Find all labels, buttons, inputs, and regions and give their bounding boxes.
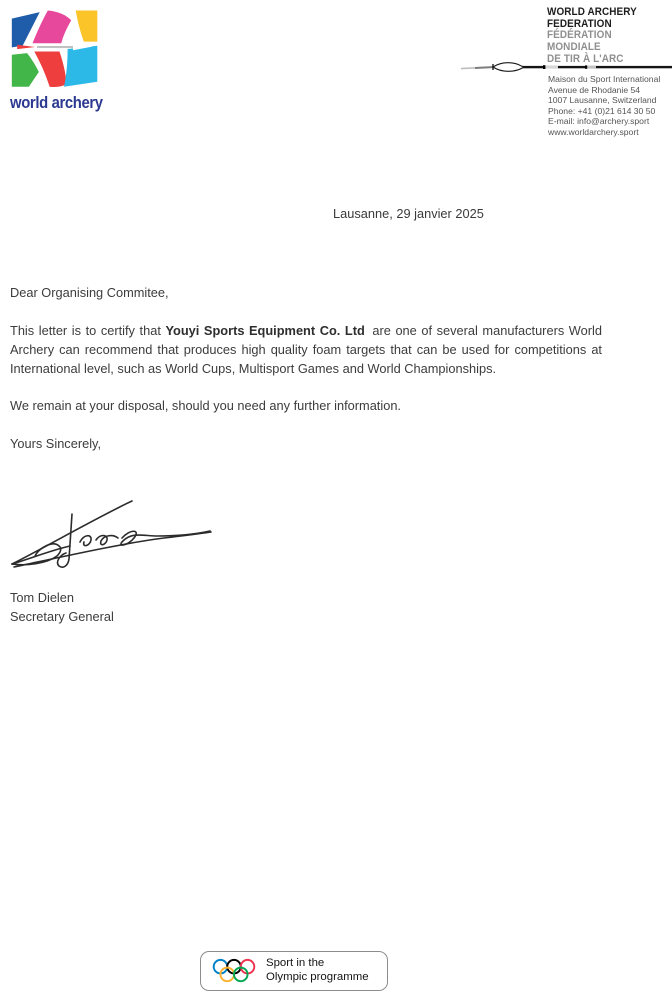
org-name-fr-line2: MONDIALE [547, 41, 601, 53]
world-archery-wordmark: world archery [10, 94, 103, 112]
body-text-before-company: This letter is to certify that [10, 323, 166, 338]
letterhead-address [548, 74, 672, 138]
org-name-fr-line3: DE TIR À L'ARC [547, 52, 624, 65]
org-name-en-line2: FEDERATION [547, 18, 612, 31]
signer-title: Secretary General [10, 609, 114, 624]
certification-paragraph [10, 321, 602, 378]
letter-body [10, 283, 602, 453]
org-name-en-line1: WORLD ARCHERY [547, 6, 637, 18]
address-phone: Phone: +41 (0)21 614 30 50 [548, 105, 656, 116]
address-line: Maison du Sport International [548, 74, 661, 84]
signer-block [10, 588, 114, 626]
badge-text-line1: Sport in the [266, 957, 325, 970]
address-email: E-mail: info@archery.sport [548, 116, 650, 127]
salutation: Dear Organising Commitee, [10, 285, 169, 300]
arrow-icon [453, 59, 672, 75]
company-name: Youyi Sports Equipment Co. Ltd [165, 323, 365, 338]
world-archery-logo-icon [10, 8, 100, 90]
disposal-paragraph: We remain at your disposal, should you need any further information. [10, 398, 401, 413]
signer-name: Tom Dielen [10, 590, 75, 605]
letterhead-org-titles [547, 6, 672, 65]
world-archery-logo [10, 8, 120, 113]
address-line: 1007 Lausanne, Switzerland [548, 95, 657, 106]
olympic-rings-icon [210, 957, 258, 986]
address-website: www.worldarchery.sport [548, 126, 639, 137]
address-line: Avenue de Rhodanie 54 [548, 84, 641, 95]
dateline: Lausanne, 29 janvier 2025 [333, 206, 484, 221]
closing: Yours Sincerely, [10, 436, 102, 451]
signature-handwriting [4, 486, 219, 576]
olympic-programme-badge [200, 951, 388, 991]
badge-text-line2: Olympic programme [266, 971, 369, 983]
org-name-fr-line1: FÉDÉRATION [547, 29, 612, 42]
badge-text [266, 957, 369, 984]
body-text-after-company: are one of several manufacturers World Archery can recommend that produces high quality foam targets that can be used for competitions at International level, such as World Cups, Multisport Games and World Championships. [10, 323, 602, 376]
